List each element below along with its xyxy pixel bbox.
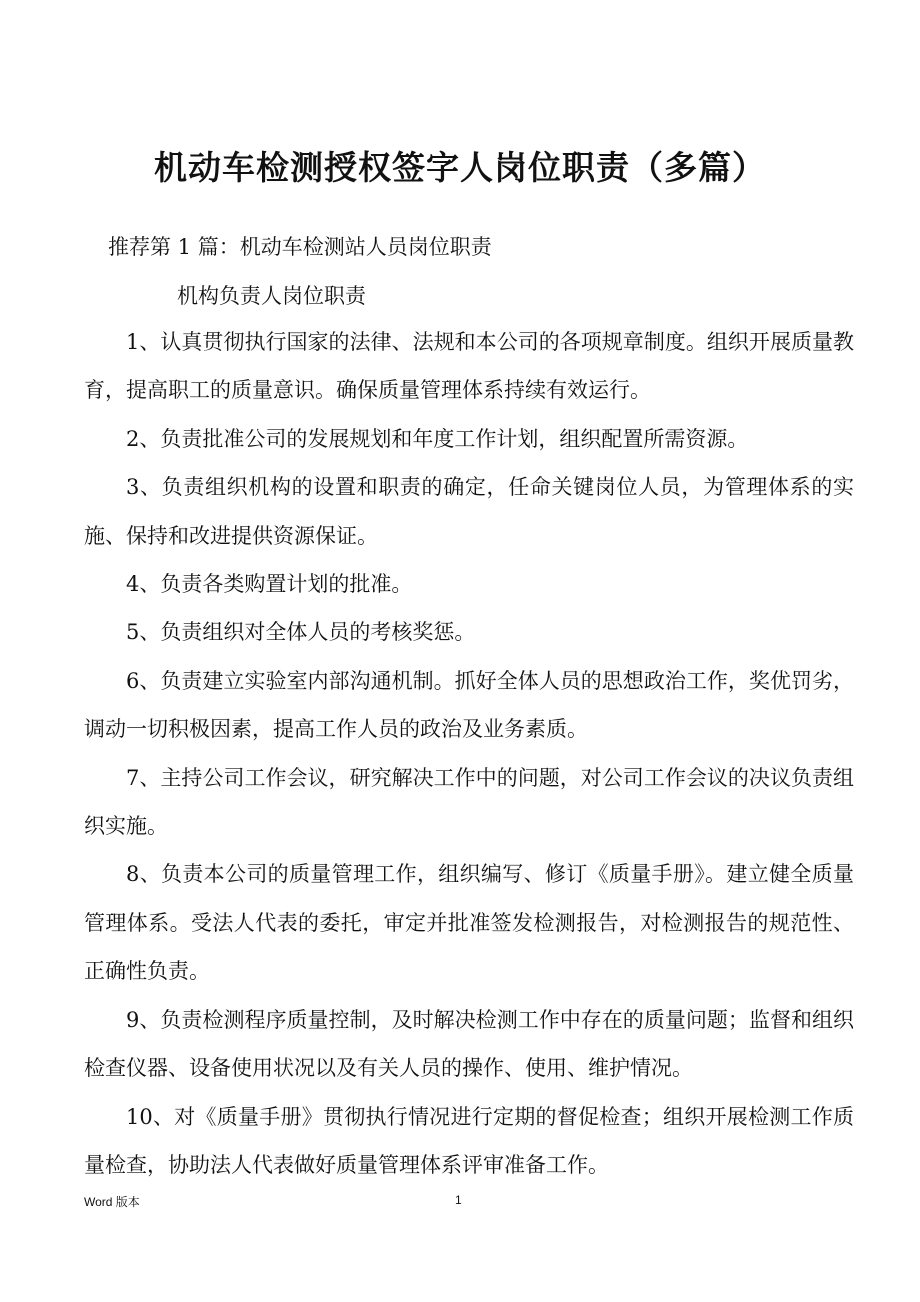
paragraph: 3、负责组织机构的设置和职责的确定，任命关键岗位人员，为管理体系的实施、保持和改进提供资源保证。 <box>84 475 854 548</box>
paragraph: 10、对《质量手册》贯彻执行情况进行定期的督促检查；组织开展检测工作质量检查，协助法人代表做好质量管理体系评审准备工作。 <box>84 1104 854 1177</box>
paragraph: 2、负责批准公司的发展规划和年度工作计划，组织配置所需资源。 <box>126 426 749 451</box>
paragraph: 6、负责建立实验室内部沟通机制。抓好全体人员的思想政治工作，奖优罚劣，调动一切积极因素，提高工作人员的政治及业务素质。 <box>84 668 854 742</box>
footer-label: Word 版本 <box>84 1195 140 1209</box>
paragraph: 4、负责各类购置计划的批准。 <box>126 572 413 597</box>
page-number: 1 <box>455 1193 462 1207</box>
paragraph: 8、负责本公司的质量管理工作，组织编写、修订《质量手册》。建立健全质量管理体系。受法人代表的委托，审定并批准签发检测报告，对检测报告的规范性、正确性负责。 <box>84 862 854 984</box>
document-body <box>84 318 854 1189</box>
paragraph: 5、负责组织对全体人员的考核奖惩。 <box>126 620 476 645</box>
section-heading: 机构负责人岗位职责 <box>177 284 366 308</box>
paragraph: 9、负责检测程序质量控制，及时解决检测工作中存在的质量问题；监督和组织检查仪器、设备使用状况以及有关人员的操作、使用、维护情况。 <box>84 1007 854 1081</box>
paragraph: 1、认真贯彻执行国家的法律、法规和本公司的各项规章制度。组织开展质量教育，提高职工的质量意识。确保质量管理体系持续有效运行。 <box>84 330 854 403</box>
document-title: 机动车检测授权签字人岗位职责（多篇） <box>154 148 766 187</box>
article-subtitle: 推荐第 1 篇：机动车检测站人员岗位职责 <box>108 235 492 259</box>
paragraph: 7、主持公司工作会议，研究解决工作中的问题，对公司工作会议的决议负责组织实施。 <box>84 765 854 839</box>
